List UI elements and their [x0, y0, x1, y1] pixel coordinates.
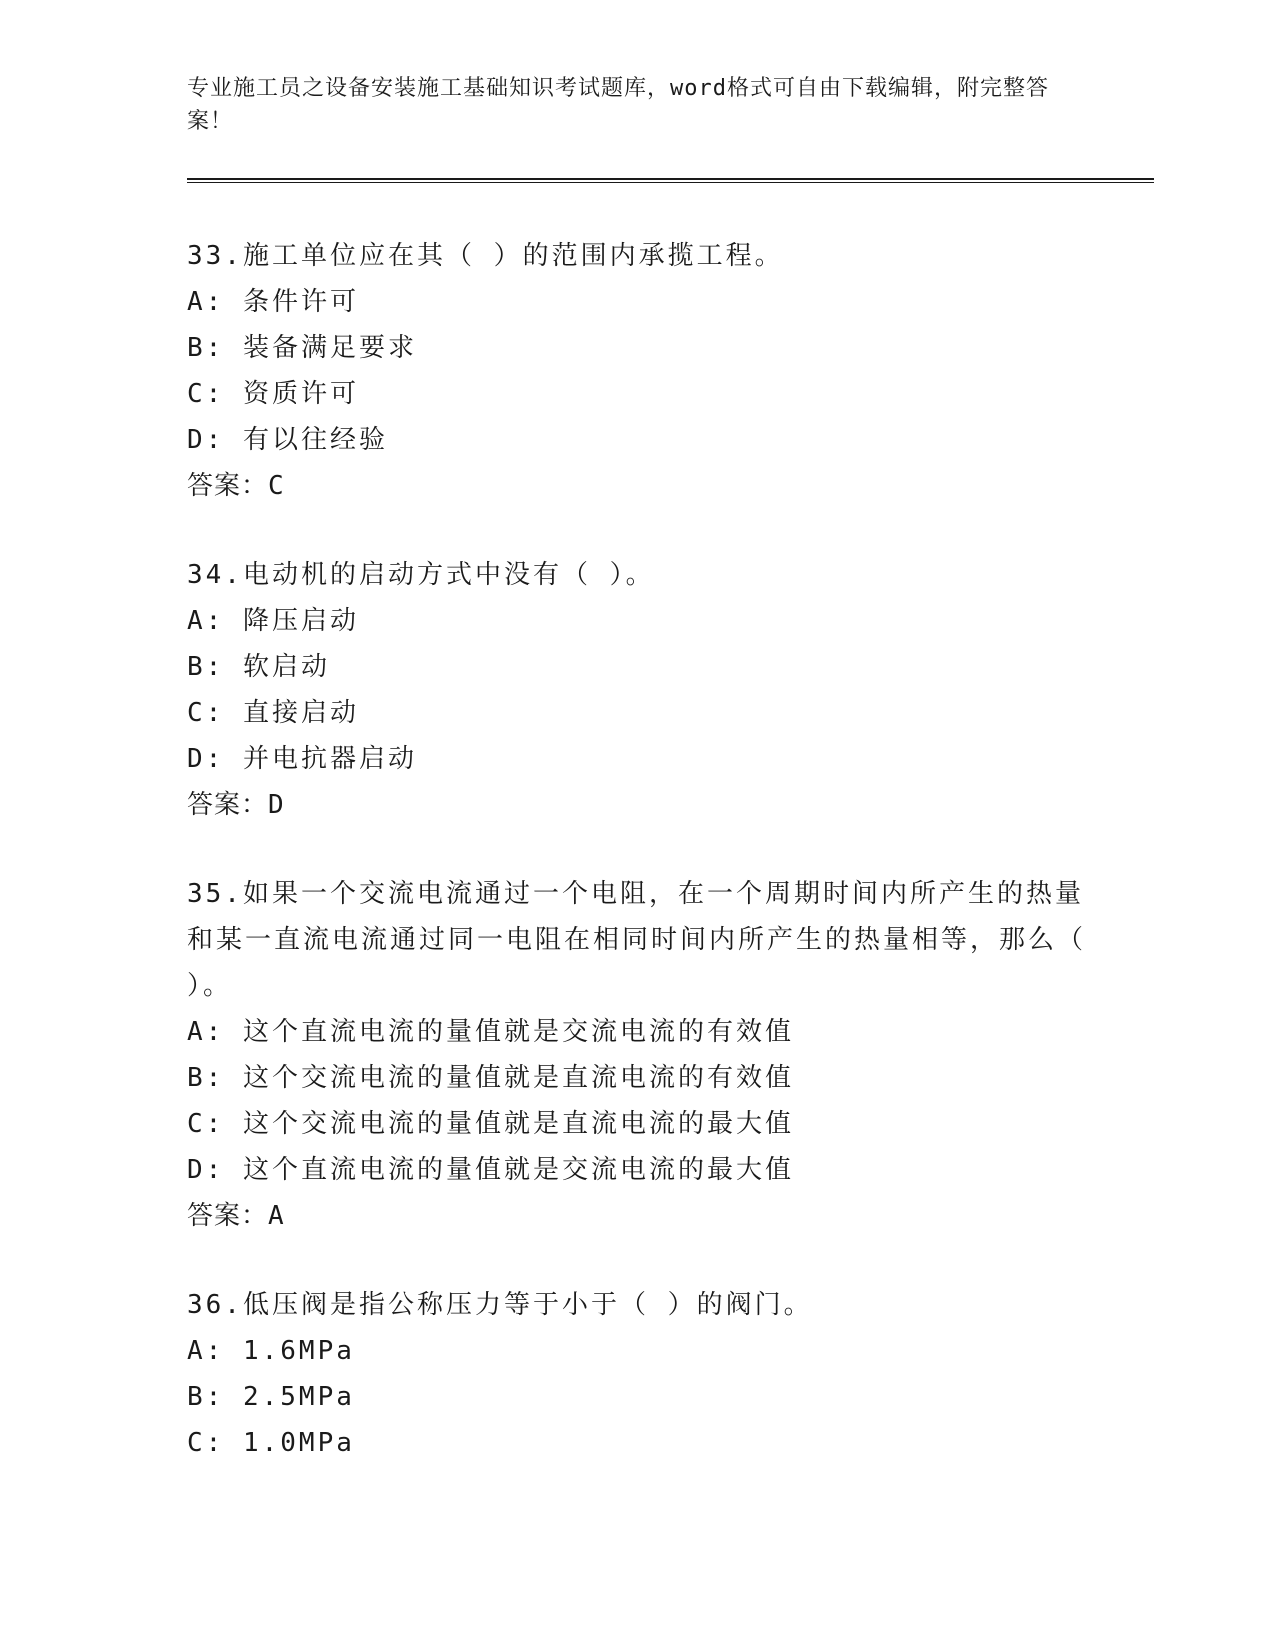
option-a: A: 1.6MPa	[187, 1336, 355, 1366]
question-34	[187, 552, 1087, 828]
option-b: B: 这个交流电流的量值就是直流电流的有效值	[187, 1063, 794, 1093]
question-33	[187, 233, 1087, 509]
option-c: C: 1.0MPa	[187, 1428, 355, 1458]
option-b: B: 2.5MPa	[187, 1382, 355, 1412]
option-d: D: 有以往经验	[187, 425, 388, 455]
option-a: A: 降压启动	[187, 606, 359, 636]
answer-label: 答案：	[187, 471, 269, 501]
question-stem: 33.施工单位应在其（ ）的范围内承揽工程。	[187, 241, 784, 271]
option-b: B: 软启动	[187, 652, 330, 682]
option-a: A: 条件许可	[187, 287, 359, 317]
answer-value: D	[268, 790, 285, 820]
answer-line	[187, 463, 1087, 509]
option-c: C: 直接启动	[187, 698, 359, 728]
answer-label: 答案：	[187, 790, 269, 820]
answer-label: 答案：	[187, 1201, 269, 1231]
answer-line	[187, 782, 1087, 828]
page-header: 专业施工员之设备安装施工基础知识考试题库，word格式可自由下载编辑，附完整答案！	[187, 76, 1049, 134]
question-stem: 36.低压阀是指公称压力等于小于（ ）的阀门。	[187, 1290, 813, 1320]
header-rule-thin	[187, 182, 1154, 183]
option-c: C: 资质许可	[187, 379, 359, 409]
question-36	[187, 1282, 1087, 1466]
question-list	[187, 233, 1105, 1509]
option-a: A: 这个直流电流的量值就是交流电流的有效值	[187, 1017, 794, 1047]
option-b: B: 装备满足要求	[187, 333, 417, 363]
answer-value: A	[268, 1201, 285, 1231]
question-35	[187, 871, 1105, 1239]
question-stem: 34.电动机的启动方式中没有（ ）。	[187, 560, 655, 590]
question-stem: 35.如果一个交流电流通过一个电阻，在一个周期时间内所产生的热量和某一直流电流通过同一电阻在相同时间内所产生的热量相等，那么（ ）。	[187, 879, 1105, 1001]
option-c: C: 这个交流电流的量值就是直流电流的最大值	[187, 1109, 794, 1139]
option-d: D: 这个直流电流的量值就是交流电流的最大值	[187, 1155, 794, 1185]
answer-value: C	[268, 471, 285, 501]
option-d: D: 并电抗器启动	[187, 744, 417, 774]
header-rule-thick	[187, 178, 1154, 180]
answer-line	[187, 1193, 1087, 1239]
